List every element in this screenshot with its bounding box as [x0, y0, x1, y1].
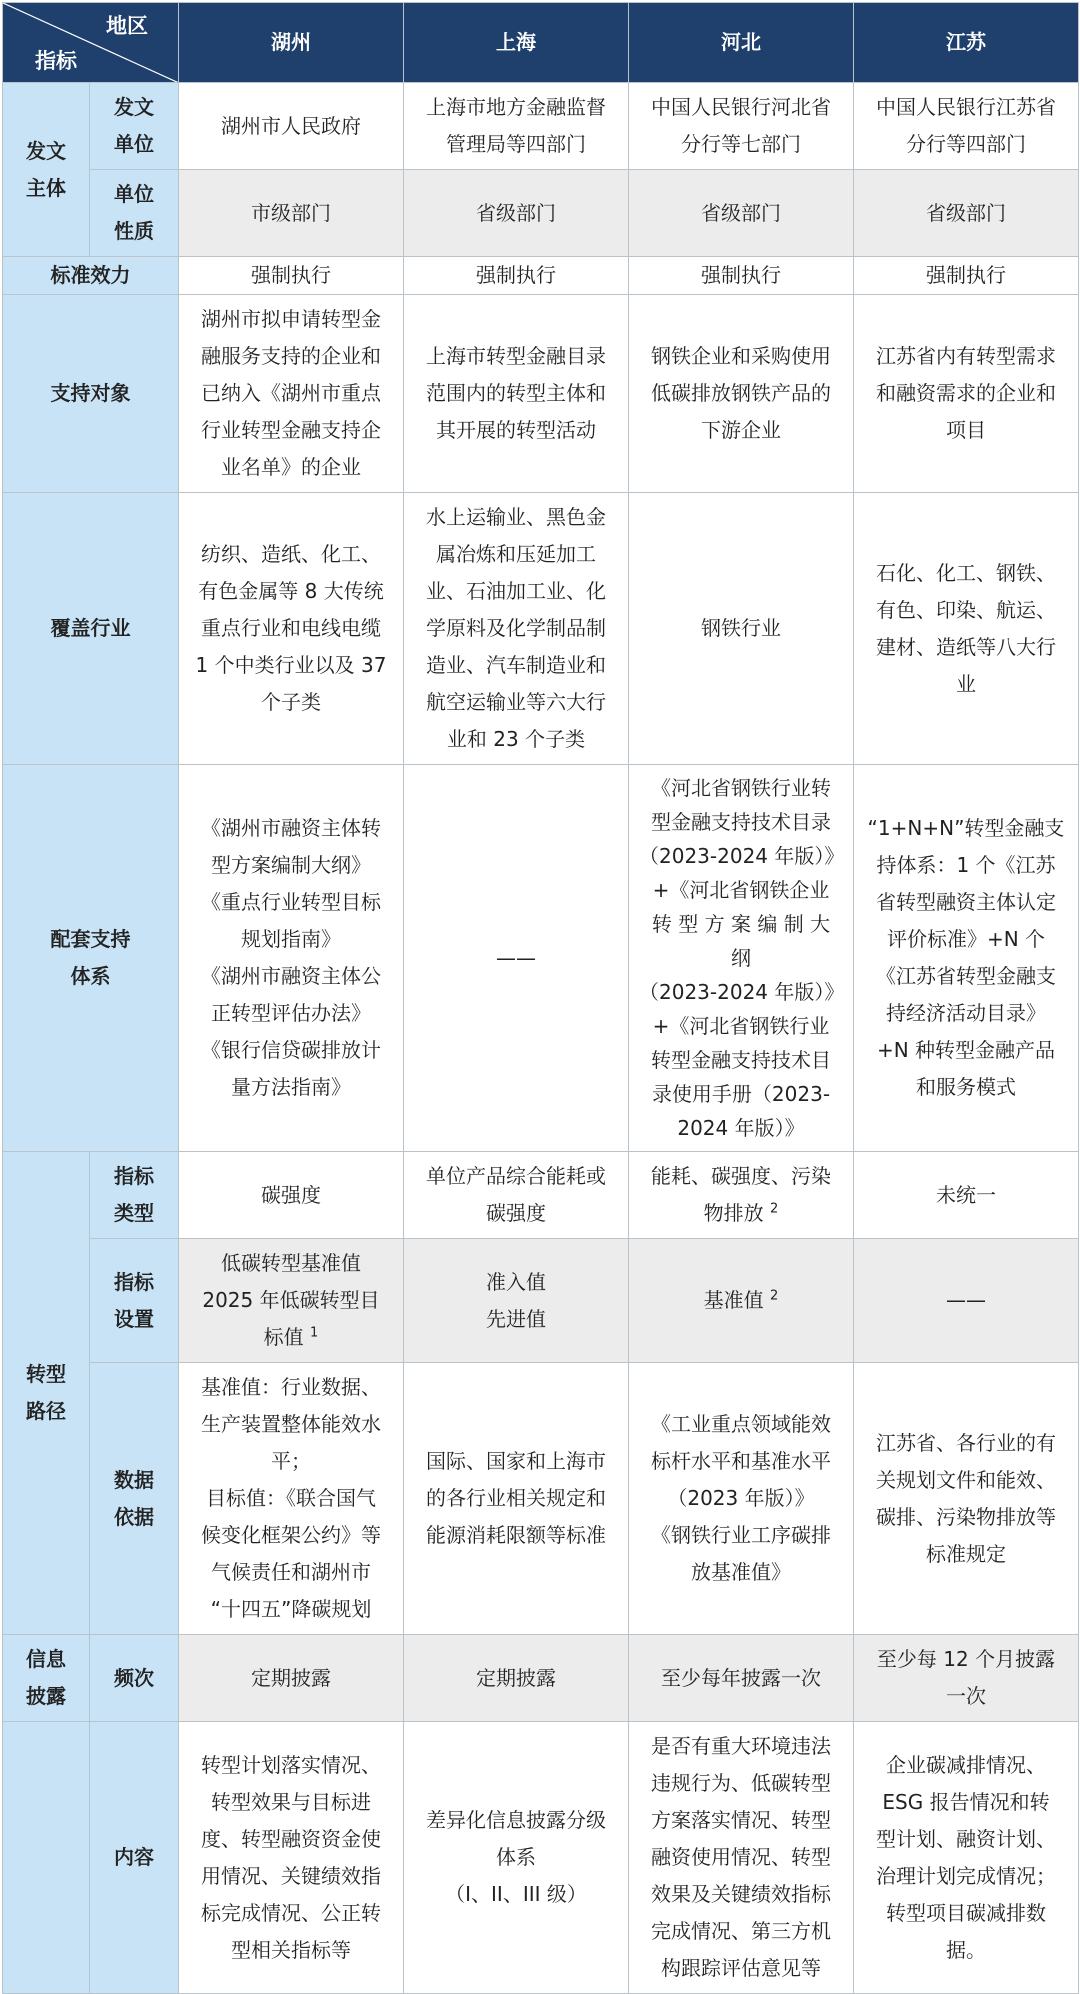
cell-industries-hebei: 钢铁行业	[629, 493, 854, 765]
cell-content-hebei: 是否有重大环境违法 违规行为、低碳转型 方案落实情况、转型 融资使用情况、转型 效果及关键绩效指标 完成情况、第三方机 构跟踪评估意见等	[629, 1722, 854, 1994]
table-row-issuing-unit	[3, 83, 1079, 170]
diagonal-divider	[3, 3, 179, 83]
cell-issuing-unit-huzhou: 湖州市人民政府	[179, 83, 404, 170]
footnote-marker: 1	[310, 1325, 319, 1341]
cell-indicator-setting-jiangsu: ——	[854, 1239, 1079, 1363]
cell-support-target-shanghai: 上海市转型金融目录 范围内的转型主体和 其开展的转型活动	[404, 295, 629, 493]
cell-indicator-type-shanghai: 单位产品综合能耗或 碳强度	[404, 1152, 629, 1239]
table-row-frequency	[3, 1635, 1079, 1722]
footnote-marker: 2	[770, 1288, 779, 1304]
region-header-label: 地区	[106, 14, 148, 38]
cell-support-target-huzhou: 湖州市拟申请转型金 融服务支持的企业和 已纳入《湖州市重点 行业转型金融支持企 业名单》的企业	[179, 295, 404, 493]
column-header-hebei: 河北	[629, 3, 854, 83]
table-row-content	[3, 1722, 1079, 1994]
row-label-indicator-type: 指标 类型	[90, 1152, 179, 1239]
cell-industries-huzhou: 纺织、造纸、化工、 有色金属等 8 大传统 重点行业和电线电缆 1 个中类行业以及 37 个子类	[179, 493, 404, 765]
indicator-header-label: 指标	[35, 49, 77, 73]
table-row-indicator-setting	[3, 1239, 1079, 1363]
row-label-content: 内容	[90, 1722, 179, 1994]
table-row-data-basis	[3, 1363, 1079, 1635]
cell-issuing-unit-hebei: 中国人民银行河北省 分行等七部门	[629, 83, 854, 170]
row-label-indicator-setting: 指标 设置	[90, 1239, 179, 1363]
comparison-table	[2, 2, 1079, 1994]
cell-frequency-huzhou: 定期披露	[179, 1635, 404, 1722]
group-label-issuer-subject: 发文 主体	[3, 83, 90, 257]
column-header-jiangsu: 江苏	[854, 3, 1079, 83]
table-row-support-target	[3, 295, 1079, 493]
cell-frequency-hebei: 至少每年披露一次	[629, 1635, 854, 1722]
group-label-disclosure-continued	[3, 1722, 90, 1994]
cell-industries-shanghai: 水上运输业、黑色金 属冶炼和压延加工 业、石油加工业、化 学原料及化学制品制 造业、汽车制造业和 航空运输业等六大行 业和 23 个子类	[404, 493, 629, 765]
cell-data-basis-hebei: 《工业重点领域能效 标杆水平和基准水平 （2023 年版）》 《钢铁行业工序碳排 放基准值》	[629, 1363, 854, 1635]
cell-indicator-type-hebei: 能耗、碳强度、污染 物排放 $^2$	[629, 1152, 854, 1239]
cell-issuing-unit-jiangsu: 中国人民银行江苏省 分行等四部门	[854, 83, 1079, 170]
cell-data-basis-jiangsu: 江苏省、各行业的有 关规划文件和能效、 碳排、污染物排放等 标准规定	[854, 1363, 1079, 1635]
cell-standard-effect-shanghai: 强制执行	[404, 257, 629, 295]
group-label-transition-path: 转型 路径	[3, 1152, 90, 1635]
cell-content-huzhou: 转型计划落实情况、 转型效果与目标进 度、转型融资资金使 用情况、关键绩效指 标完成情况、公正转 型相关指标等	[179, 1722, 404, 1994]
cell-unit-nature-shanghai: 省级部门	[404, 170, 629, 257]
cell-indicator-setting-shanghai: 准入值 先进值	[404, 1239, 629, 1363]
header-corner-cell	[3, 3, 179, 83]
cell-standard-effect-hebei: 强制执行	[629, 257, 854, 295]
table-row-standard-effect	[3, 257, 1079, 295]
cell-unit-nature-hebei: 省级部门	[629, 170, 854, 257]
cell-industries-jiangsu: 石化、化工、钢铁、 有色、印染、航运、 建材、造纸等八大行 业	[854, 493, 1079, 765]
cell-support-target-hebei: 钢铁企业和采购使用 低碳排放钢铁产品的 下游企业	[629, 295, 854, 493]
cell-support-system-hebei: 《河北省钢铁行业转 型金融支持技术目录 （2023-2024 年版）》 +《河北省钢铁企业 转 型 方 案 编 制 大 纲 （2023-2024 年版）》 +《河北省钢铁行业 转型金融支持技术目 录使用手册（2023- 2024 年版）》	[629, 765, 854, 1152]
cell-standard-effect-huzhou: 强制执行	[179, 257, 404, 295]
cell-unit-nature-jiangsu: 省级部门	[854, 170, 1079, 257]
row-label-issuing-unit: 发文 单位	[90, 83, 179, 170]
cell-support-system-huzhou: 《湖州市融资主体转 型方案编制大纲》 《重点行业转型目标 规划指南》 《湖州市融资主体公 正转型评估办法》 《银行信贷碳排放计 量方法指南》	[179, 765, 404, 1152]
row-label-industries: 覆盖行业	[3, 493, 179, 765]
row-label-unit-nature: 单位 性质	[90, 170, 179, 257]
cell-standard-effect-jiangsu: 强制执行	[854, 257, 1079, 295]
cell-issuing-unit-shanghai: 上海市地方金融监督 管理局等四部门	[404, 83, 629, 170]
cell-support-system-shanghai: ——	[404, 765, 629, 1152]
cell-indicator-setting-huzhou: 低碳转型基准值 2025 年低碳转型目 标值 $^1$	[179, 1239, 404, 1363]
group-label-disclosure: 信息 披露	[3, 1635, 90, 1722]
column-header-shanghai: 上海	[404, 3, 629, 83]
table-row-industries	[3, 493, 1079, 765]
cell-support-system-jiangsu: “1+N+N”转型金融支 持体系：1 个《江苏 省转型融资主体认定 评价标准》+N 个 《江苏省转型金融支 持经济活动目录》 +N 种转型金融产品 和服务模式	[854, 765, 1079, 1152]
cell-support-target-jiangsu: 江苏省内有转型需求 和融资需求的企业和 项目	[854, 295, 1079, 493]
cell-data-basis-huzhou: 基准值：行业数据、 生产装置整体能效水 平； 目标值：《联合国气 候变化框架公约》等 气候责任和湖州市 “十四五”降碳规划	[179, 1363, 404, 1635]
column-header-huzhou: 湖州	[179, 3, 404, 83]
cell-data-basis-shanghai: 国际、国家和上海市 的各行业相关规定和 能源消耗限额等标准	[404, 1363, 629, 1635]
row-label-standard-effect: 标准效力	[3, 257, 179, 295]
cell-unit-nature-huzhou: 市级部门	[179, 170, 404, 257]
cell-indicator-type-huzhou: 碳强度	[179, 1152, 404, 1239]
row-label-support-system: 配套支持 体系	[3, 765, 179, 1152]
cell-content-jiangsu: 企业碳减排情况、 ESG 报告情况和转 型计划、融资计划、 治理计划完成情况； 转型项目碳减排数 据。	[854, 1722, 1079, 1994]
cell-indicator-setting-hebei: 基准值 $^2$	[629, 1239, 854, 1363]
cell-content-shanghai: 差异化信息披露分级 体系 （I、II、III 级）	[404, 1722, 629, 1994]
table-row-unit-nature	[3, 170, 1079, 257]
cell-frequency-shanghai: 定期披露	[404, 1635, 629, 1722]
row-label-support-target: 支持对象	[3, 295, 179, 493]
cell-indicator-type-jiangsu: 未统一	[854, 1152, 1079, 1239]
row-label-data-basis: 数据 依据	[90, 1363, 179, 1635]
row-label-frequency: 频次	[90, 1635, 179, 1722]
table-row-indicator-type	[3, 1152, 1079, 1239]
cell-frequency-jiangsu: 至少每 12 个月披露 一次	[854, 1635, 1079, 1722]
footnote-marker: 2	[770, 1201, 779, 1217]
table-row-support-system	[3, 765, 1079, 1152]
